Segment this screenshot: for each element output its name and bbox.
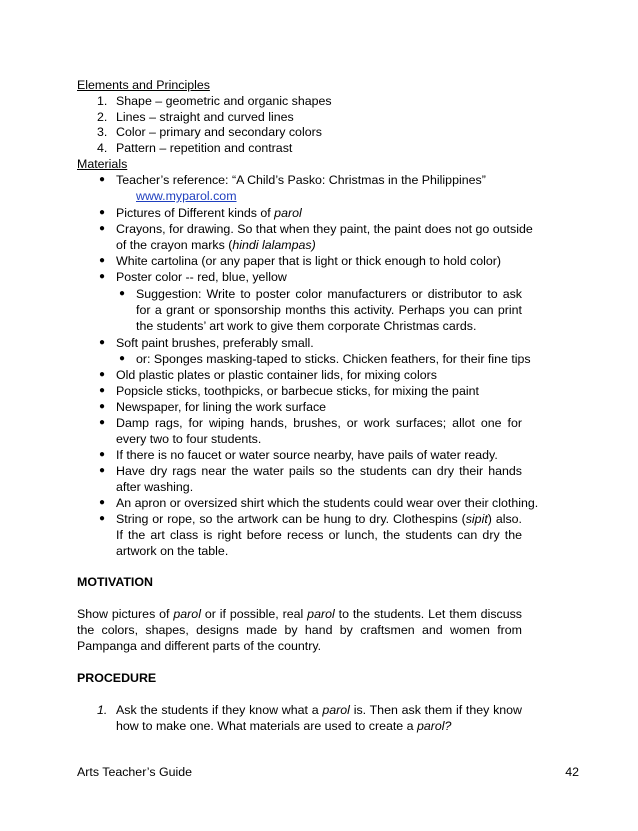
list-item-continued: of the crayon marks (hindi lalampas)	[116, 238, 316, 252]
motivation-paragraph: Show pictures of parol or if possible, real parol to the students. Let them discuss the colors, shapes, designs made by hand by craftsmen and women from Pampanga and different parts of the country.	[77, 607, 522, 653]
reference-link[interactable]: www.myparol.com	[136, 189, 237, 203]
list-item: Lines – straight and curved lines	[116, 110, 294, 124]
page-number: 42	[565, 765, 579, 779]
list-item: Color – primary and secondary colors	[116, 125, 322, 139]
bullet-icon: ●	[99, 417, 106, 428]
list-number: 1.	[97, 94, 108, 108]
bullet-icon: ●	[99, 255, 106, 266]
list-item: Poster color -- red, blue, yellow	[116, 270, 287, 284]
list-item: Shape – geometric and organic shapes	[116, 94, 332, 108]
list-number: 4.	[97, 141, 108, 155]
procedure-heading: PROCEDURE	[77, 671, 157, 685]
bullet-icon: ●	[99, 497, 106, 508]
bullet-icon: ●	[99, 369, 106, 380]
bullet-icon: ●	[99, 207, 106, 218]
bullet-icon: ●	[99, 174, 106, 185]
materials-heading: Materials	[77, 157, 128, 171]
list-number: 1.	[97, 703, 108, 717]
bullet-icon: ●	[99, 385, 106, 396]
list-item: Old plastic plates or plastic container lids, for mixing colors	[116, 368, 437, 382]
list-item: Pattern – repetition and contrast	[116, 141, 293, 155]
list-item: White cartolina (or any paper that is light or thick enough to hold color)	[116, 254, 501, 268]
bullet-icon: ●	[99, 223, 106, 234]
list-item: Newspaper, for lining the work surface	[116, 400, 327, 414]
bullet-icon: ●	[99, 465, 106, 476]
list-item: An apron or oversized shirt which the students could wear over their clothing.	[116, 496, 539, 510]
bullet-icon: ●	[99, 271, 106, 282]
list-item: If there is no faucet or water source nearby, have pails of water ready.	[116, 448, 498, 462]
list-item: Teacher’s reference: “A Child’s Pasko: Christmas in the Philippines”	[116, 173, 486, 187]
list-item: String or rope, so the artwork can be hung to dry. Clothespins (sipit) also. If the art class is right before recess or lunch, the students can dry the artwork on the table.	[116, 512, 522, 558]
bullet-icon: ●	[119, 288, 126, 299]
bullet-icon: ●	[119, 353, 126, 364]
elements-heading: Elements and Principles	[77, 78, 210, 92]
sub-list-item: Suggestion: Write to poster color manufacturers or distributor to ask for a grant or sponsorship months this activity. Perhaps you can print the students’ art work to give them corporate Christmas cards.	[136, 287, 522, 333]
list-item: Crayons, for drawing. So that when they paint, the paint does not go outside	[116, 222, 533, 236]
procedure-step: Ask the students if they know what a parol is. Then ask them if they know how to make one. What materials are used to create a parol?	[116, 703, 522, 733]
footer-title: Arts Teacher’s Guide	[77, 765, 193, 779]
bullet-icon: ●	[99, 401, 106, 412]
list-item: Pictures of Different kinds of parol	[116, 206, 302, 220]
list-number: 2.	[97, 110, 108, 124]
motivation-heading: MOTIVATION	[77, 575, 153, 589]
bullet-icon: ●	[99, 449, 106, 460]
list-item: Soft paint brushes, preferably small.	[116, 336, 314, 350]
bullet-icon: ●	[99, 513, 106, 524]
bullet-icon: ●	[99, 337, 106, 348]
list-item: Damp rags, for wiping hands, brushes, or work surfaces; allot one for every two to four students.	[116, 416, 522, 446]
list-item: Have dry rags near the water pails so the students can dry their hands after washing.	[116, 464, 522, 494]
sub-list-item: or: Sponges masking-taped to sticks. Chicken feathers, for their fine tips	[136, 352, 531, 366]
list-item: Popsicle sticks, toothpicks, or barbecue sticks, for mixing the paint	[116, 384, 479, 398]
list-number: 3.	[97, 125, 108, 139]
